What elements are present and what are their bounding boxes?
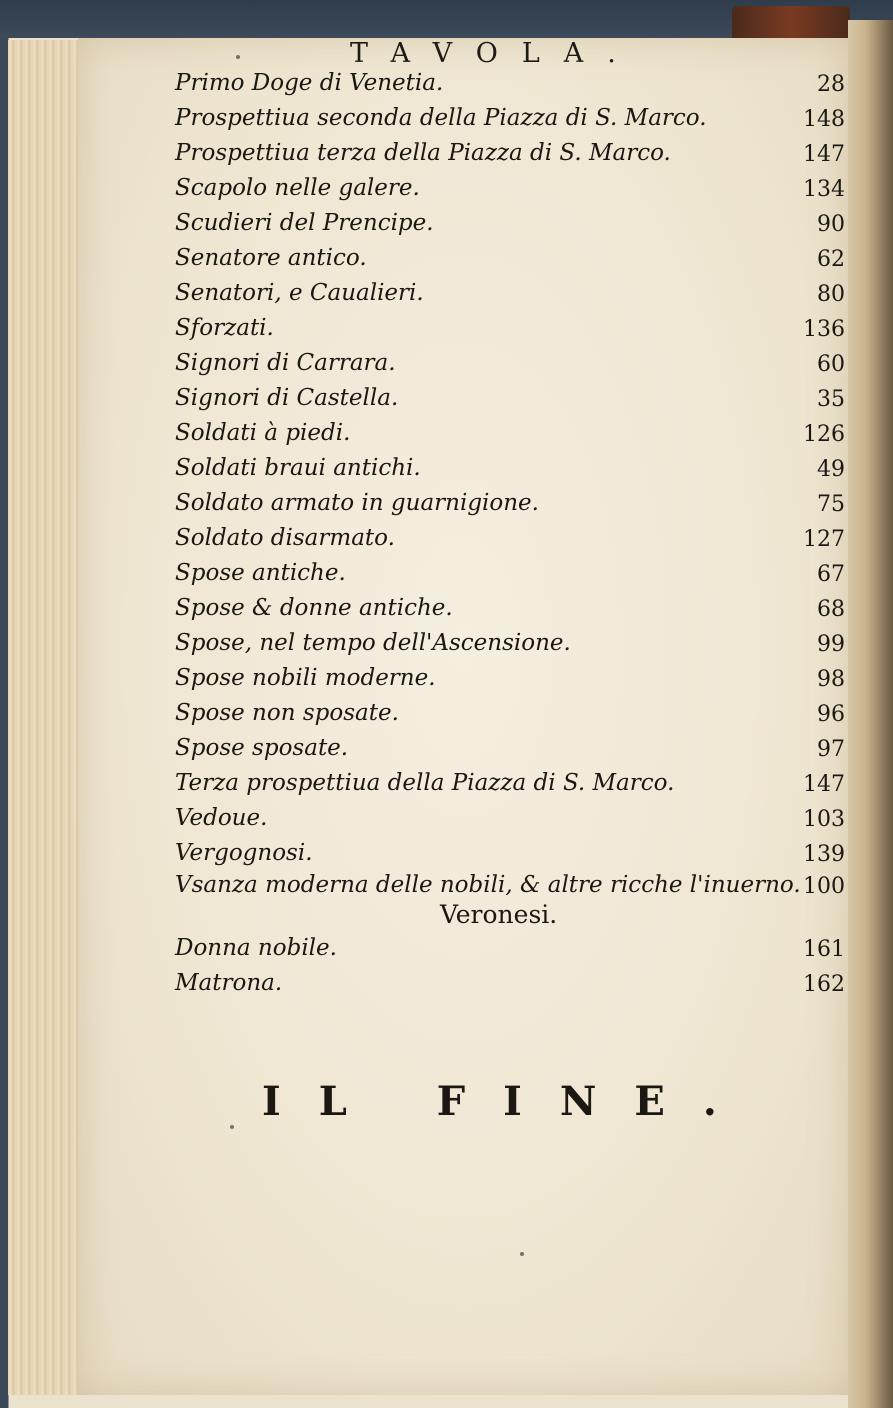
- index-entry: [170, 770, 850, 804]
- entry-label: Senatori, e Caualieri.: [175, 280, 424, 306]
- index-entry: [170, 735, 850, 769]
- entry-page: 97: [817, 737, 845, 762]
- entry-label: Spose nobili moderne.: [175, 665, 436, 691]
- index-entry: [170, 665, 850, 699]
- index-entry: [170, 420, 850, 454]
- index-entry: [170, 175, 850, 209]
- entry-page: 147: [803, 772, 845, 797]
- entry-page: 90: [817, 212, 845, 237]
- ink-speck: [230, 1125, 234, 1129]
- entry-label: Signori di Carrara.: [175, 350, 396, 376]
- entry-page: 99: [817, 632, 845, 657]
- entry-label: Sforzati.: [175, 315, 274, 341]
- ink-speck: [520, 1252, 524, 1256]
- entry-label: Vergognosi.: [175, 840, 313, 866]
- section-heading: Veronesi.: [440, 900, 558, 929]
- entry-label: Scapolo nelle galere.: [175, 175, 420, 201]
- entry-label: Prospettiua seconda della Piazza di S. Marco.: [175, 105, 707, 131]
- entry-page: 147: [803, 142, 845, 167]
- entry-label: Vsanza moderna delle nobili, & altre ricche l'inuerno.: [175, 872, 801, 898]
- index-entry: [170, 350, 850, 384]
- entry-label: Soldato disarmato.: [175, 525, 395, 551]
- entry-page: 100: [803, 874, 845, 899]
- entry-page: 67: [817, 562, 845, 587]
- index-entry: [170, 70, 850, 104]
- entry-page: 139: [803, 842, 845, 867]
- entry-page: 28: [817, 72, 845, 97]
- entry-page: 62: [817, 247, 845, 272]
- entry-label: Spose non sposate.: [175, 700, 399, 726]
- entry-page: 161: [803, 937, 845, 962]
- entry-label: Matrona.: [175, 970, 283, 996]
- entry-label: Terza prospettiua della Piazza di S. Marco.: [175, 770, 675, 796]
- entry-page: 103: [803, 807, 845, 832]
- index-entry: [170, 105, 850, 139]
- entry-page: 96: [817, 702, 845, 727]
- closing-title: IL FINE.: [262, 1078, 755, 1125]
- entry-page: 35: [817, 387, 845, 412]
- entry-label: Prospettiua terza della Piazza di S. Marco.: [175, 140, 671, 166]
- entry-label: Spose sposate.: [175, 735, 349, 761]
- index-entry: [170, 315, 850, 349]
- entry-page: 127: [803, 527, 845, 552]
- index-entry: [170, 630, 850, 664]
- entry-label: Donna nobile.: [175, 935, 337, 961]
- entry-page: 126: [803, 422, 845, 447]
- index-entry: [170, 385, 850, 419]
- index-entry: [170, 140, 850, 174]
- index-entry-verona: [170, 970, 850, 1004]
- entry-label: Scudieri del Prencipe.: [175, 210, 434, 236]
- entry-page: 134: [803, 177, 845, 202]
- entry-page: 60: [817, 352, 845, 377]
- entry-page: 98: [817, 667, 845, 692]
- index-entry: [170, 805, 850, 839]
- index-entry: [170, 560, 850, 594]
- index-entry: [170, 840, 850, 874]
- entry-label: Primo Doge di Venetia.: [175, 70, 444, 96]
- index-entry: [170, 490, 850, 524]
- entry-page: 68: [817, 597, 845, 622]
- page-header: TAVOLA.: [350, 38, 640, 69]
- index-entry: [170, 280, 850, 314]
- entry-page: 80: [817, 282, 845, 307]
- entry-page: 75: [817, 492, 845, 517]
- entry-label: Soldati à piedi.: [175, 420, 351, 446]
- index-entry: [170, 455, 850, 489]
- entry-label: Vedoue.: [175, 805, 268, 831]
- index-entry: [170, 595, 850, 629]
- index-entry: [170, 525, 850, 559]
- entry-label: Spose & donne antiche.: [175, 595, 453, 621]
- entry-label: Signori di Castella.: [175, 385, 399, 411]
- index-entry: [170, 700, 850, 734]
- entry-label: Spose, nel tempo dell'Ascensione.: [175, 630, 571, 656]
- entry-page: 49: [817, 457, 845, 482]
- entry-page: 162: [803, 972, 845, 997]
- index-entry: [170, 210, 850, 244]
- ink-speck: [236, 55, 240, 59]
- entry-page: 148: [803, 107, 845, 132]
- entry-page: 136: [803, 317, 845, 342]
- entry-label: Senatore antico.: [175, 245, 367, 271]
- entry-label: Spose antiche.: [175, 560, 346, 586]
- index-entry-verona: [170, 935, 850, 969]
- index-entry: [170, 245, 850, 279]
- entry-label: Soldati braui antichi.: [175, 455, 421, 481]
- entry-label: Soldato armato in guarnigione.: [175, 490, 539, 516]
